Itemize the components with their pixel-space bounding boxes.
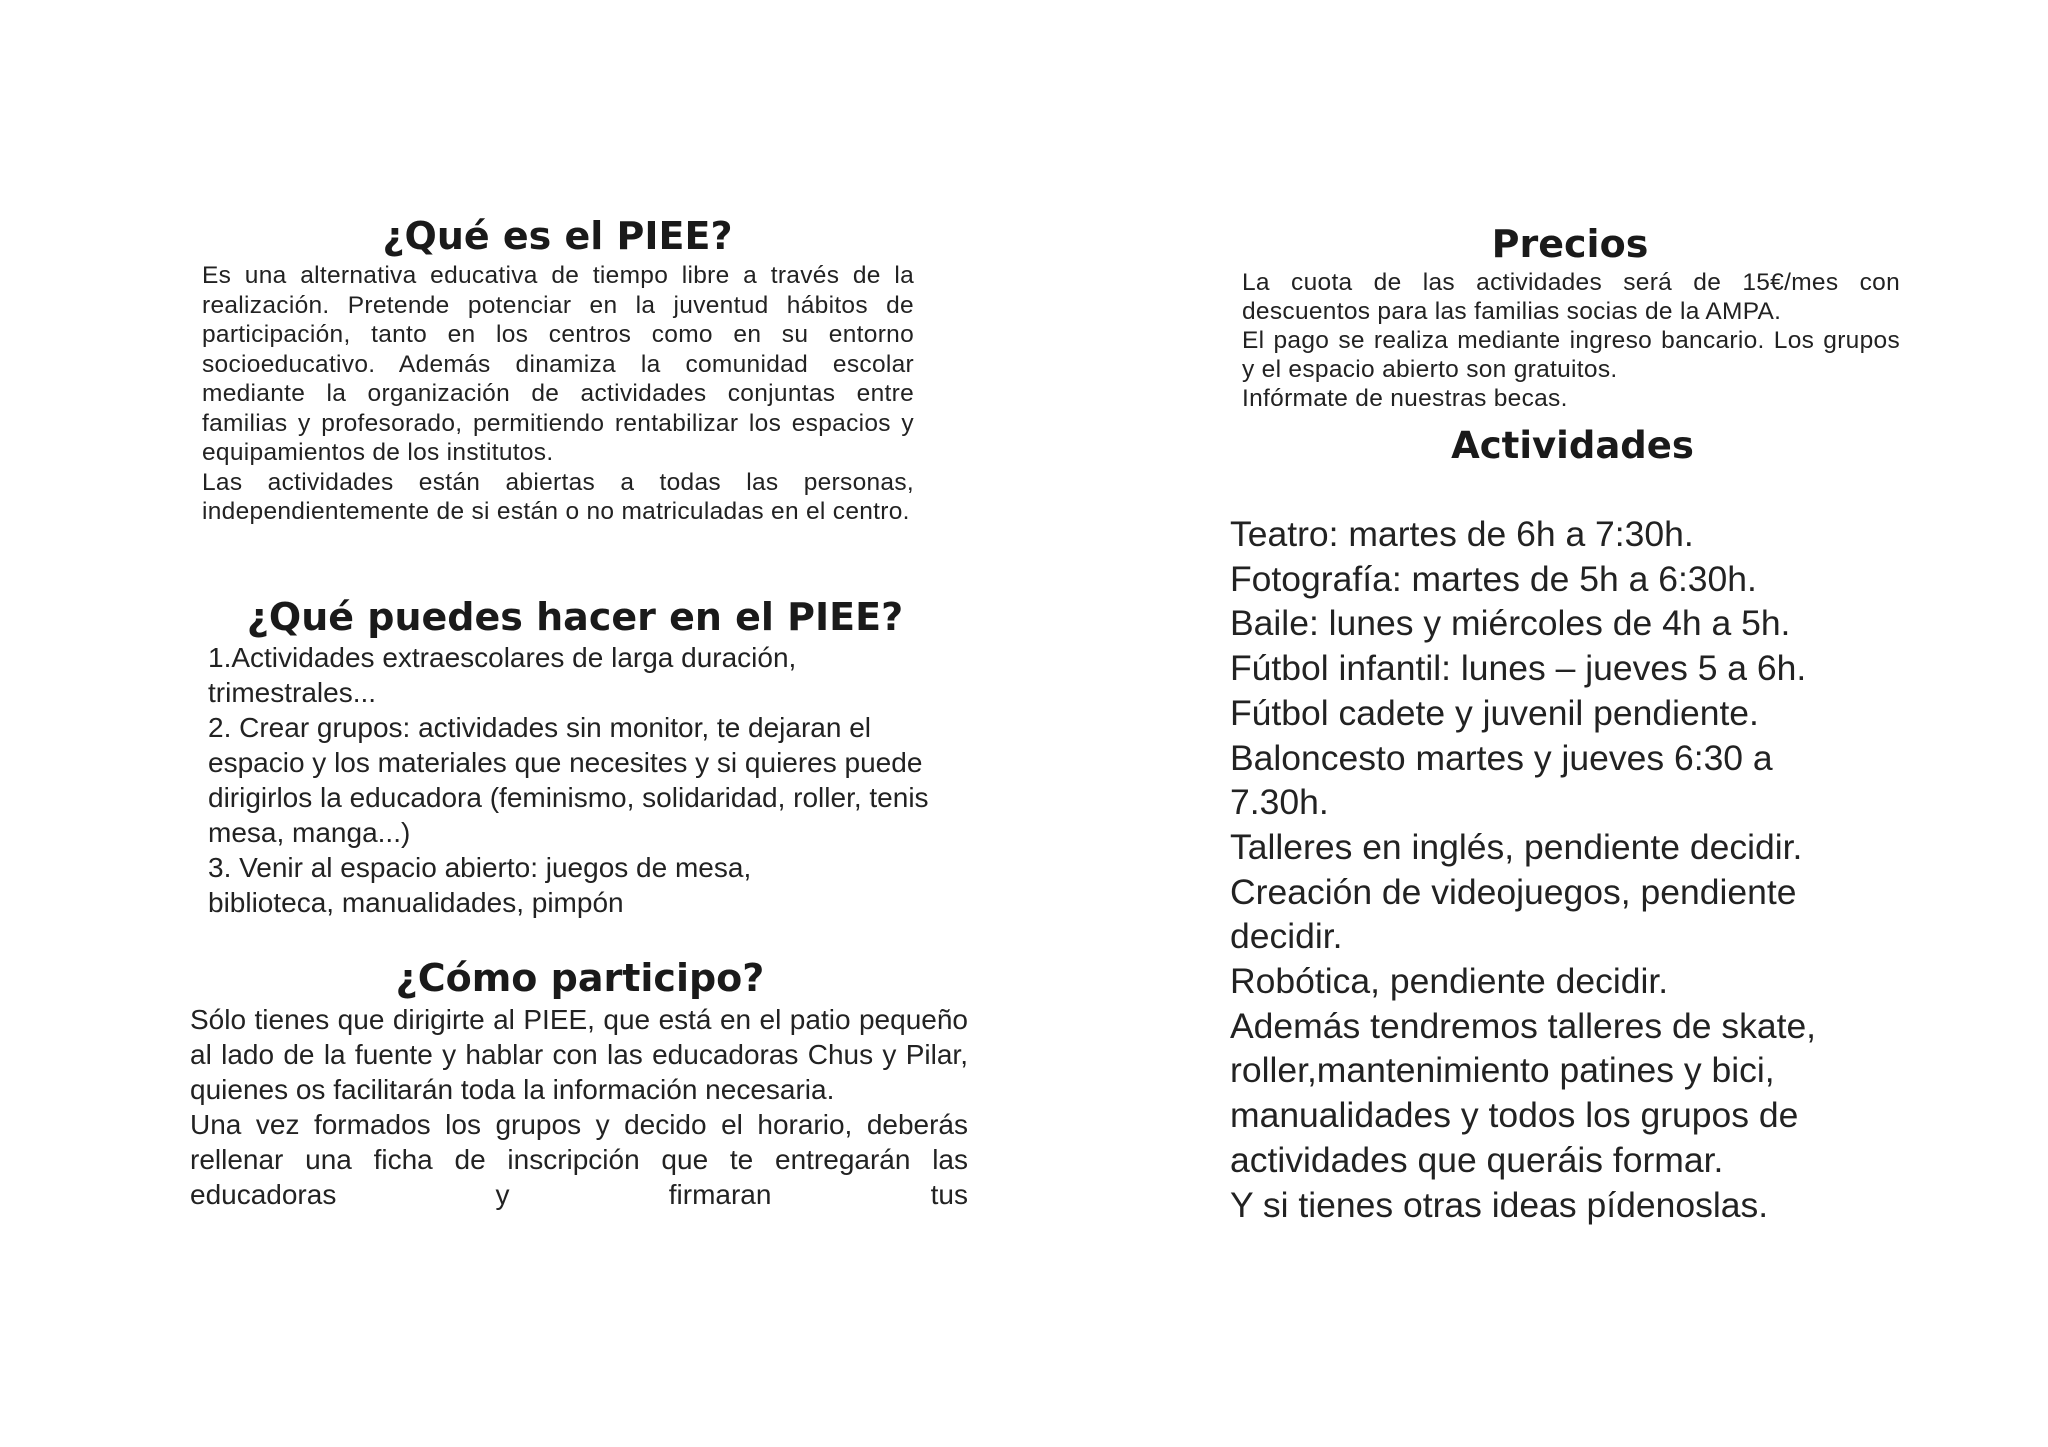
que-puedes-item: 1.Actividades extraescolares de larga duración, trimestrales... (208, 642, 797, 708)
que-puedes-item: 3. Venir al espacio abierto: juegos de mesa, biblioteca, manualidades, pimpón (208, 852, 752, 918)
actividad-item: Fútbol infantil: lunes – jueves 5 a 6h. (1230, 648, 1807, 689)
actividad-item: Creación de videojuegos, pendiente decidir. (1230, 871, 1797, 957)
actividad-item: Talleres en inglés, pendiente decidir. (1230, 826, 1803, 867)
que-puedes-item: 2. Crear grupos: actividades sin monitor, te dejaran el espacio y los materiales que necesites y si quieres puede dirigirlos la educadora (feminismo, solidaridad, roller, tenis mesa, manga...) (208, 712, 929, 848)
que-es-title: ¿Qué es el PIEE? (382, 214, 733, 258)
actividad-item: Baloncesto martes y jueves 6:30 a 7.30h. (1230, 737, 1773, 823)
como-participo-title: ¿Cómo participo? (395, 956, 765, 1000)
actividades-title: Actividades (1451, 424, 1694, 467)
que-puedes-title: ¿Qué puedes hacer en el PIEE? (246, 595, 904, 639)
precios-title: Precios (1491, 222, 1649, 266)
actividad-item: Baile: lunes y miércoles de 4h a 5h. (1230, 603, 1791, 644)
precios-body (1242, 268, 1900, 413)
que-puedes-list (208, 640, 968, 920)
como-participo-body (190, 1002, 968, 1212)
que-es-paragraph-1: Es una alternativa educativa de tiempo libre a través de la realización. Pretende potenciar en la juventud hábitos de participación, tanto en los centros como en su entorno socioeducativo. Además dinamiza la comunidad escolar mediante la organización de actividades conjuntas entre familias y profesorado, permitiendo rentabilizar los espacios y equipamientos de los institutos. (202, 262, 914, 466)
precios-paragraph-2: El pago se realiza mediante ingreso bancario. Los grupos y el espacio abierto son gratuitos. (1242, 327, 1900, 383)
actividad-item: Teatro: martes de 6h a 7:30h. (1230, 514, 1694, 554)
actividad-item: Además tendremos talleres de skate, roller,mantenimiento patines y bici, manualidades y todos los grupos de actividades que queráis formar. (1230, 1005, 1817, 1180)
que-es-body (202, 261, 914, 527)
que-es-paragraph-2: Las actividades están abiertas a todas las personas, independientemente de si están o no matriculadas en el centro. (202, 468, 914, 525)
actividades-list (1230, 512, 1920, 1227)
como-participo-paragraph-1: Sólo tienes que dirigirte al PIEE, que está en el patio pequeño al lado de la fuente y hablar con las educadoras Chus y Pilar, quienes os facilitarán toda la información necesaria. (190, 1004, 968, 1105)
actividad-item: Y si tienes otras ideas pídenoslas. (1230, 1184, 1769, 1225)
actividad-item: Fútbol cadete y juvenil pendiente. (1230, 692, 1759, 733)
actividad-item: Robótica, pendiente decidir. (1230, 961, 1669, 1002)
actividad-item: Fotografía: martes de 5h a 6:30h. (1230, 558, 1757, 599)
como-participo-paragraph-2: Una vez formados los grupos y decido el horario, deberás rellenar una ficha de inscripción que te entregarán las educadoras y firmaran tus (190, 1109, 968, 1210)
precios-paragraph-1: La cuota de las actividades será de 15€/mes con descuentos para las familias socias de la AMPA. (1242, 269, 1900, 325)
precios-paragraph-3: Infórmate de nuestras becas. (1242, 385, 1568, 412)
